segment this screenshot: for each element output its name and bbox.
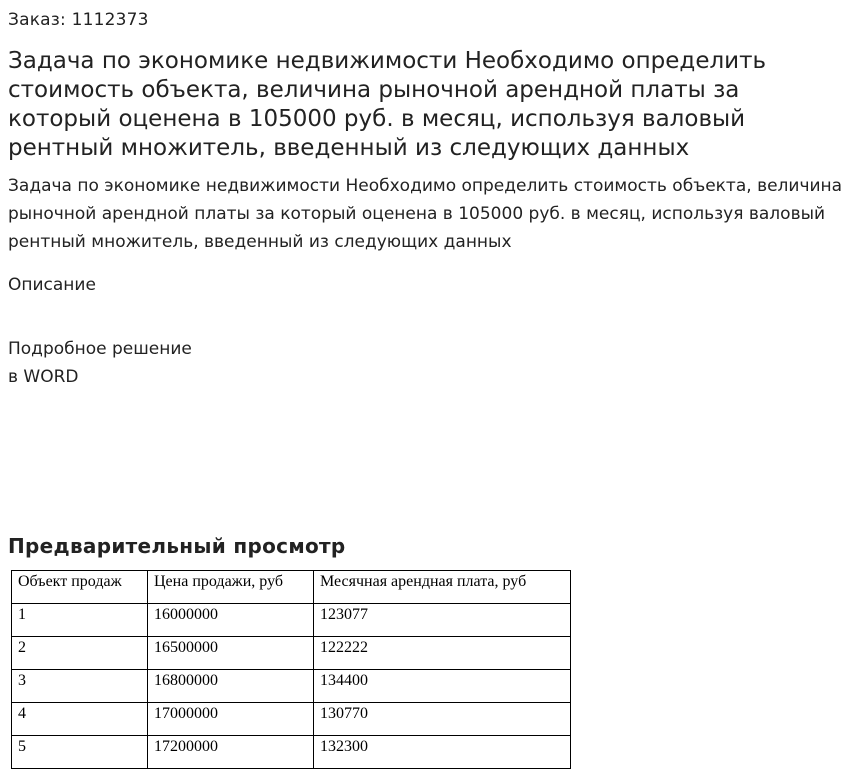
table-cell: 17000000 xyxy=(148,703,314,736)
table-cell: 134400 xyxy=(314,670,571,703)
table-cell: 4 xyxy=(12,703,148,736)
description-section-label: Описание xyxy=(8,275,96,295)
table-cell: 17200000 xyxy=(148,736,314,769)
text-cursor-mark xyxy=(570,605,571,623)
preview-title: Предварительный просмотр xyxy=(8,534,346,558)
table-cell: 16000000 xyxy=(148,604,314,637)
page-title: Задача по экономике недвижимости Необходимо определить стоимость объекта, величина рыночной арендной платы за который оценена в 105000 руб. в месяц, используя валовый рентный множитель, введенный из следующих данных xyxy=(8,48,767,161)
table-row xyxy=(12,604,571,637)
order-number: Заказ: 1112373 xyxy=(8,10,149,30)
column-header: Месячная арендная плата, руб xyxy=(314,571,571,604)
table-row xyxy=(12,637,571,670)
table-cell: 1 xyxy=(12,604,148,637)
table-cell: 16500000 xyxy=(148,637,314,670)
table-cell: 130770 xyxy=(314,703,571,736)
solution-format: в WORD xyxy=(8,367,79,387)
table-cell: 3 xyxy=(12,670,148,703)
column-header: Цена продажи, руб xyxy=(148,571,314,604)
solution-info xyxy=(8,335,192,391)
table-cell: 5 xyxy=(12,736,148,769)
table-cell: 122222 xyxy=(314,637,571,670)
table-row xyxy=(12,703,571,736)
task-description: Задача по экономике недвижимости Необходимо определить стоимость объекта, величина рыночной арендной платы за который оценена в 105000 руб. в месяц, используя валовый рентный множитель, введенный из следующих данных xyxy=(8,176,843,252)
table-cell: 123077 xyxy=(314,604,571,637)
solution-line: Подробное решение xyxy=(8,339,192,359)
preview-table xyxy=(11,570,571,769)
column-header: Объект продаж xyxy=(12,571,148,604)
table-row xyxy=(12,736,571,769)
table-row xyxy=(12,670,571,703)
table-header-row xyxy=(12,571,571,604)
table-cell: 2 xyxy=(12,637,148,670)
preview-image xyxy=(11,570,571,768)
table-cell: 16800000 xyxy=(148,670,314,703)
table-cell: 132300 xyxy=(314,736,571,769)
